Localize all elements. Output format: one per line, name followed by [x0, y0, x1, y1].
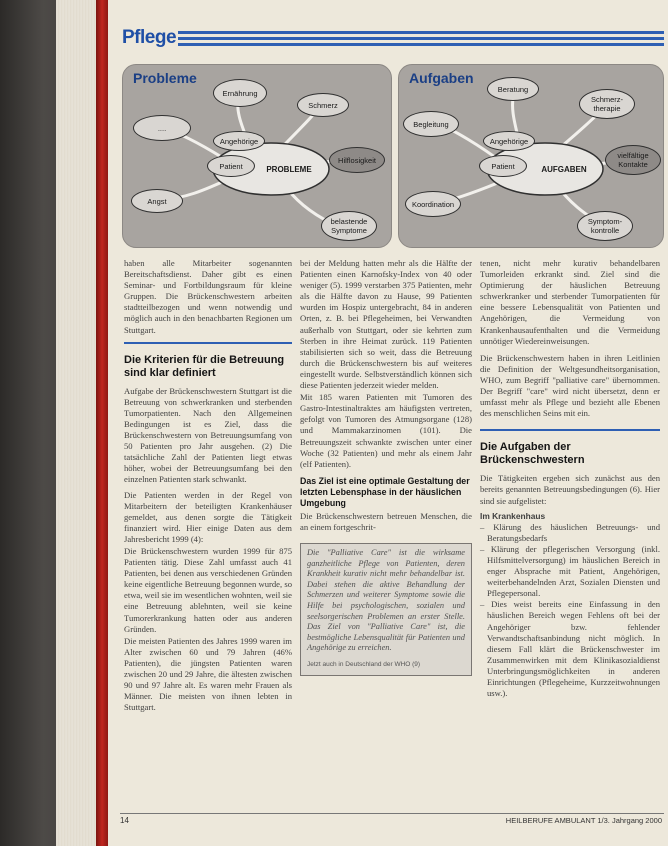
list-item: – Dies weist bereits eine Einfassung in den häuslichen Bereich wegen Fehlens oft bei der Angehöriger bzw. fehlender Verwandtschaftsanbindung nicht möglich. In diesem Fall klärt die Brückenschwester im Zusammenwirken mit dem Klinikasozialdienst Unterbringungsmöglichkeiten in anderen Einrichtungen (Pflegeheime, Kurzzeitwohnungen usw.). [480, 599, 660, 699]
paragraph: Die Tätigkeiten ergeben sich zunächst aus den bereits genannten Betreuungsbedingungen (6). Hier sind sie aufgelistet: [480, 473, 660, 506]
diagram-node: Koordination [405, 191, 461, 217]
quote-source: Jetzt auch in Deutschland der WHO (9) [307, 660, 421, 668]
section-title: Pflege [122, 27, 177, 48]
header-rule [178, 31, 664, 34]
section-rule [124, 342, 292, 344]
diagram-node: Beratung [487, 77, 539, 101]
diagram-title: Aufgaben [409, 70, 474, 86]
diagram-node: Ernährung [213, 79, 267, 107]
header-rule [178, 43, 664, 46]
paragraph: Die Patienten werden in der Regel von Mitarbeitern der beteiligten Krankenhäuser gemeldet, aus denen sorgte die Tätigkeit finanziert wird. Hier einige Daten aus dem Jahresbericht 1999 (4): [124, 489, 292, 544]
diagram-node: .... [133, 115, 191, 141]
magazine-footer: HEILBERUFE AMBULANT 1/3. Jahrgang 2000 [505, 816, 662, 825]
text-column-1 [124, 258, 292, 714]
diagram-center-label: AUFGABEN [541, 164, 587, 174]
diagram-node: belastende Symptome [321, 211, 377, 241]
magazine-page [108, 0, 668, 846]
diagram-node: Patient [479, 155, 527, 177]
diagram-node: Angehörige [483, 131, 535, 151]
paragraph: Die Brückenschwestern haben in ihren Leitlinien die Definition der Weltgesundheitsorganisation, WHO, zum Begriff "palliative care" übernommen. Der Begriff "care" wird nicht übersetzt, denn er umfasst mehr als Pflege und bezieht alle Ebenen des menschlichen Seins mit ein. [480, 352, 660, 419]
quote-text: Die "Palliative Care" ist die wirksame ganzheitliche Pflege von Patienten, deren Krankheit kurativ nicht mehr behandelbar ist. Dabei stehen die aktive Behandlung der Schmerzen und weiterer Symptome sowie die Hilfe bei psychologischen, sozialen und seelsorgerischen Problemen an erster Stelle. Das Ziel von "Palliative Care" ist, die bestmögliche Lebensqualität für Patienten und Angehörige zu erreichen. [307, 547, 465, 653]
section-rule [480, 429, 660, 431]
paragraph: Aufgabe der Brückenschwestern Stuttgart ist die Betreuung von schwerkranken und sterbenden Tumorpatienten. Nach den Allgemeinen Bedingungen ist es Ziel, dass die Brückenschwestern von Betreuungsumfang von 50 Patienten pro Jahr ausgehen. (2) Die tatsächliche Zahl der Patienten liegt etwas höher, wobei der Betreuungsumfang bei den einzelnen Patienten stark schwankt. [124, 385, 292, 485]
paragraph: Die meisten Patienten des Jahres 1999 waren im Alter zwischen 60 und 79 Jahren (46% Patienten), die jüngsten Patienten waren zwischen 20 und 29 Jahre, die ältesten zwischen 90 und 97 Jahre alt. Es waren mehr Frauen als Männer. Die meisten von ihnen lebten in Stuttgart. [124, 635, 292, 713]
list-item: – Klärung der pflegerischen Versorgung (inkl. Hilfsmittelversorgung) im häuslichen Bereich in enger Absprache mit Patient, Angehörigen, weiterbehandelnden Arzt, Sozialen Diensten und Pflegepersonal. [480, 544, 660, 599]
tasks-diagram [398, 64, 664, 248]
diagram-node: Angehörige [213, 131, 265, 151]
diagram-node: Begleitung [403, 111, 459, 137]
paragraph: Mit 185 waren Patienten mit Tumoren des Gastro-Intestinaltraktes am häufigsten vertreten, gefolgt von Tumoren des Atmungsorgane (128) und Mammakarzinomen (101). Die Betreuungszeit schwankte zwischen unter einer Woche (32 Patienten) und mehr als einem Jahr (elf Patienten). [300, 392, 472, 469]
text-column-3 [480, 258, 660, 699]
header-rule [178, 37, 664, 40]
paragraph: Die Brückenschwestern wurden 1999 für 875 Patienten tätig. Diese Zahl umfasst auch 41 Patienten, bei denen aus verschiedenen Gründen keine eigentliche Betreuung begonnen wurde, so etwa, weil sie im wesentlichen wohnten, weil sie eine Betreuung ablehnten, weil sie keine Tumorerkrankung hatten oder aus anderen Gründen. [124, 545, 292, 634]
diagram-node: Patient [207, 155, 255, 177]
paragraph: haben alle Mitarbeiter sogenannten Bereitschaftsdienst. Daher gibt es einen Seminar- und Fortbildungsraum für kleine Gruppen. Die Brückenschwestern arbeiten stadtteilbezogen und wenn notwendig und möglich auch in den benachbarten Regionen um Stuttgart. [124, 258, 292, 335]
diagram-center-label: PROBLEME [266, 164, 312, 174]
diagram-node: Schmerz-therapie [579, 89, 635, 119]
page-number: 14 [120, 816, 129, 825]
diagram-node: Angst [131, 189, 183, 213]
diagram-node: vielfältige Kontakte [605, 145, 661, 175]
list-item: – Klärung des häuslichen Betreuungs- und Beratungsbedarfs [480, 522, 660, 544]
task-list [480, 522, 660, 700]
diagram-title: Probleme [133, 70, 197, 86]
section-heading: Das Ziel ist eine optimale Gestaltung der letzten Lebensphase in der häuslichen Umgebung [300, 475, 470, 508]
book-spine [0, 0, 96, 846]
diagram-node: Symptom-kontrolle [577, 211, 633, 241]
paragraph: tenen, nicht mehr kurativ behandelbaren Tumorleiden erkrankt sind. Ziel sind die Optimierung der häuslichen Betreuung schwerkranker und sterbender Tumorpatienten für eine bessere Lebensqualität von Patienten und Angehörigen, die Vermeidung von Krankenhausaufenthalten und die Vermeidung unnötiger Wiedereinweisungen. [480, 258, 660, 346]
paragraph: bei der Meldung hatten mehr als die Hälfte der Patienten einen Karnofsky-Index von 40 oder weniger (5). 1999 verstarben 375 Patienten, mehr als die Hälfte davon zu Hause, 99 Patienten wurden im Hospiz untergebracht, 84 in anderen Orten, z. B. bei Pflegeheimen, bei Verwandten außerhalb von Stuttgart, oder sie kehrten zum Sterben in ihre Heimat zurück. 119 Patienten stabilisierten sich so weit, dass die Betreuung durch die Brückenschwestern bis auf weiteres eingestellt wurde. Selbstverständlich können sich diese Patienten jederzeit wieder melden. [300, 258, 472, 391]
who-definition-box [300, 543, 472, 676]
diagram-node: Hilflosigkeit [329, 147, 385, 173]
problems-diagram [122, 64, 392, 248]
list-heading: Im Krankenhaus [480, 510, 546, 521]
paragraph: Die Brückenschwestern betreuen Menschen, die an einem fortgeschrit- [300, 510, 472, 532]
section-heading: Die Kriterien für die Betreuung sind klar definiert [124, 353, 285, 379]
section-heading: Die Aufgaben der Brückenschwestern [480, 441, 585, 467]
footer-rule [120, 813, 664, 814]
text-column-2 [300, 258, 472, 676]
book-cover-edge [96, 0, 108, 846]
diagram-node: Schmerz [297, 93, 349, 117]
